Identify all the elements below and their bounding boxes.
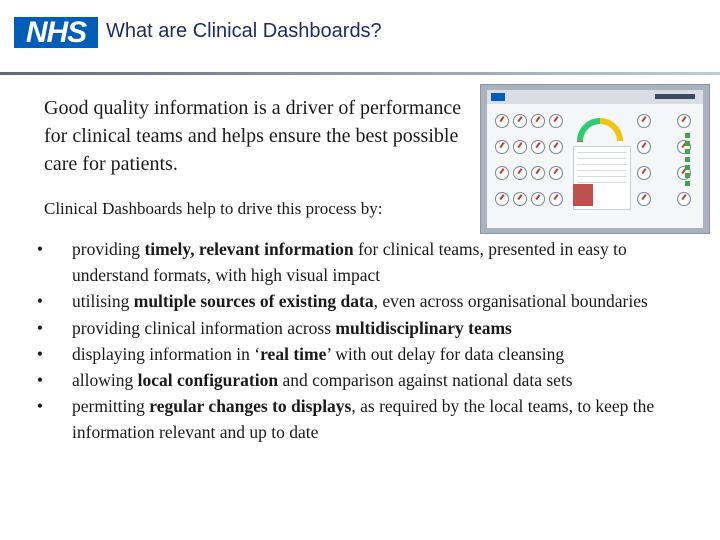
gauge-icon (531, 166, 545, 180)
gauge-icon (677, 114, 691, 128)
bullet-icon: • (36, 343, 44, 364)
bullet-icon: • (36, 370, 44, 391)
gauge-icon (549, 114, 563, 128)
bullet-item: • providing clinical information across multidisciplinary teams (30, 315, 690, 341)
gauge-icon (513, 140, 527, 154)
gauge-icon (495, 140, 509, 154)
bullet-item: • utilising multiple sources of existing data, even across organisational boundaries (30, 288, 690, 314)
gauge-icon (495, 166, 509, 180)
alert-block (573, 184, 593, 206)
bullet-item: • allowing local configuration and comparison against national data sets (30, 367, 690, 393)
bullet-list (30, 236, 690, 446)
gauge-icon (513, 166, 527, 180)
process-heading: Clinical Dashboards help to drive this process by: (44, 199, 383, 218)
status-indicators (657, 130, 695, 210)
dashboard-logo-icon (491, 93, 505, 101)
dashboard-frame (487, 90, 703, 228)
bullet-emphasis: multiple sources of existing data (133, 291, 374, 312)
gauge-icon (549, 140, 563, 154)
gauge-icon (637, 192, 651, 206)
intro-paragraph: Good quality information is a driver of performance for clinical teams and helps ensure the best possible care for patients. (44, 97, 462, 175)
bullet-icon: • (36, 291, 44, 312)
bullet-emphasis: local configuration (137, 370, 279, 391)
bullet-icon: • (36, 239, 44, 259)
bullet-emphasis: regular changes to displays (149, 396, 352, 417)
bullet-item: • providing timely, relevant information for clinical teams, presented in easy to understand formats, with high visual impact (30, 236, 690, 288)
dashboard-title-mark (655, 94, 695, 99)
header-divider (0, 72, 720, 75)
slide-title: What are Clinical Dashboards? (106, 20, 382, 42)
dashboard-header-bar (487, 90, 703, 104)
gauge-icon (549, 166, 563, 180)
bullet-item: • permitting regular changes to displays, as required by the local teams, to keep the information relevant and up to date (30, 393, 690, 445)
gauge-icon (495, 114, 509, 128)
gauge-icon (531, 114, 545, 128)
gauge-icon (513, 114, 527, 128)
dashboard-screenshot-image (480, 84, 710, 234)
bullet-icon: • (36, 317, 44, 338)
bullet-item: • displaying information in ‘real time’ with out delay for data cleansing (30, 341, 690, 367)
main-gauge-icon (575, 116, 625, 142)
gauge-icon (495, 192, 509, 206)
bullet-emphasis: real time (260, 343, 327, 364)
bullet-emphasis: timely, relevant information (144, 239, 354, 259)
gauge-icon (637, 114, 651, 128)
bullet-icon: • (36, 396, 44, 417)
gauge-icon (637, 140, 651, 154)
nhs-logo: NHS (14, 17, 98, 48)
gauge-icon (637, 166, 651, 180)
gauge-icon (513, 192, 527, 206)
gauge-icon (549, 192, 563, 206)
bullet-emphasis: multidisciplinary teams (335, 317, 512, 338)
slide-header (0, 0, 720, 78)
gauge-icon (531, 192, 545, 206)
gauge-icon (531, 140, 545, 154)
